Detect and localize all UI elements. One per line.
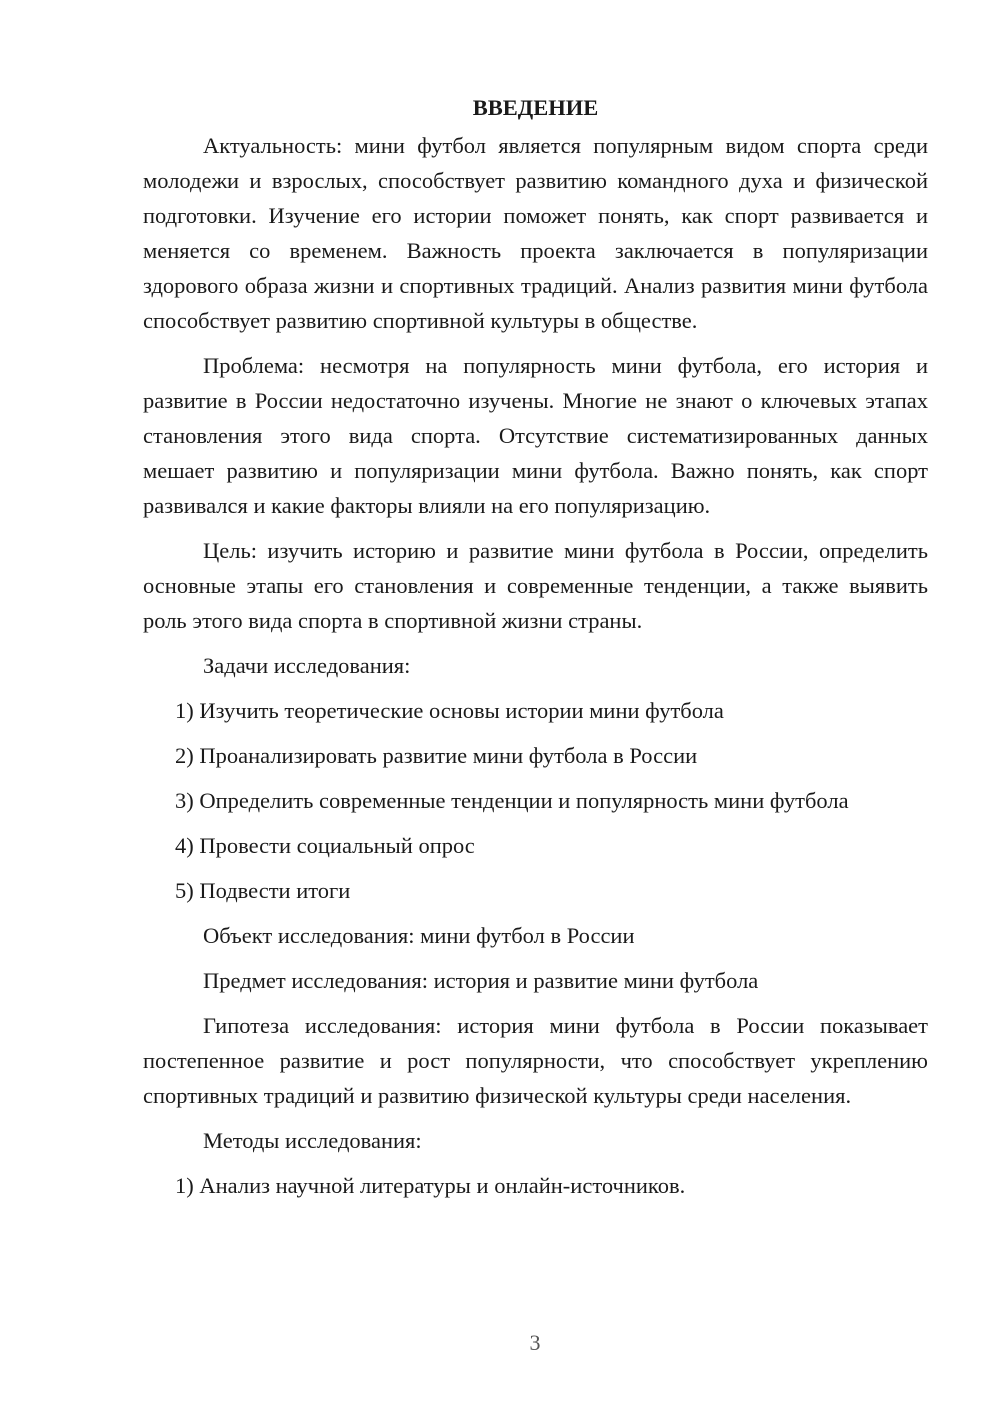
methods-label: Методы исследования: xyxy=(203,1128,422,1153)
relevance-paragraph: Актуальность: мини футбол является популярным видом спорта среди молодежи и взрослых, способствует развитию командного духа и физической подготовки. Изучение его истории поможет понять, как спорт развивается и меняется со временем. Важность проекта заключается в популяризации здорового образа жизни и спортивных традиций. Анализ развития мини футбола способствует развитию спортивной культуры в обществе. xyxy=(143,133,928,333)
task-item: 4) Провести социальный опрос xyxy=(175,833,475,858)
task-item: 3) Определить современные тенденции и популярность мини футбола xyxy=(175,788,849,813)
page-number: 3 xyxy=(529,1330,541,1355)
subject-statement: Предмет исследования: история и развитие мини футбола xyxy=(203,968,759,993)
task-item: 1) Изучить теоретические основы истории мини футбола xyxy=(175,698,724,723)
object-statement: Объект исследования: мини футбол в России xyxy=(203,923,635,948)
task-item: 2) Проанализировать развитие мини футбола в России xyxy=(175,743,698,768)
problem-paragraph: Проблема: несмотря на популярность мини футбола, его история и развитие в России недостаточно изучены. Многие не знают о ключевых этапах становления этого вида спорта. Отсутствие систематизированных данных мешает развитию и популяризации мини футбола. Важно понять, как спорт развивался и какие факторы влияли на его популяризацию. xyxy=(143,353,928,518)
section-title: ВВЕДЕНИЕ xyxy=(472,95,599,120)
task-item: 5) Подвести итоги xyxy=(175,878,351,903)
method-item: 1) Анализ научной литературы и онлайн-источников. xyxy=(175,1173,686,1198)
tasks-label: Задачи исследования: xyxy=(203,653,411,678)
hypothesis-paragraph: Гипотеза исследования: история мини футбола в России показывает постепенное развитие и рост популярности, что способствует укреплению спортивных традиций и развитию физической культуры среди населения. xyxy=(143,1013,928,1108)
goal-paragraph: Цель: изучить историю и развитие мини футбола в России, определить основные этапы его становления и современные тенденции, а также выявить роль этого вида спорта в спортивной жизни страны. xyxy=(143,538,928,633)
document-body xyxy=(143,88,928,1213)
